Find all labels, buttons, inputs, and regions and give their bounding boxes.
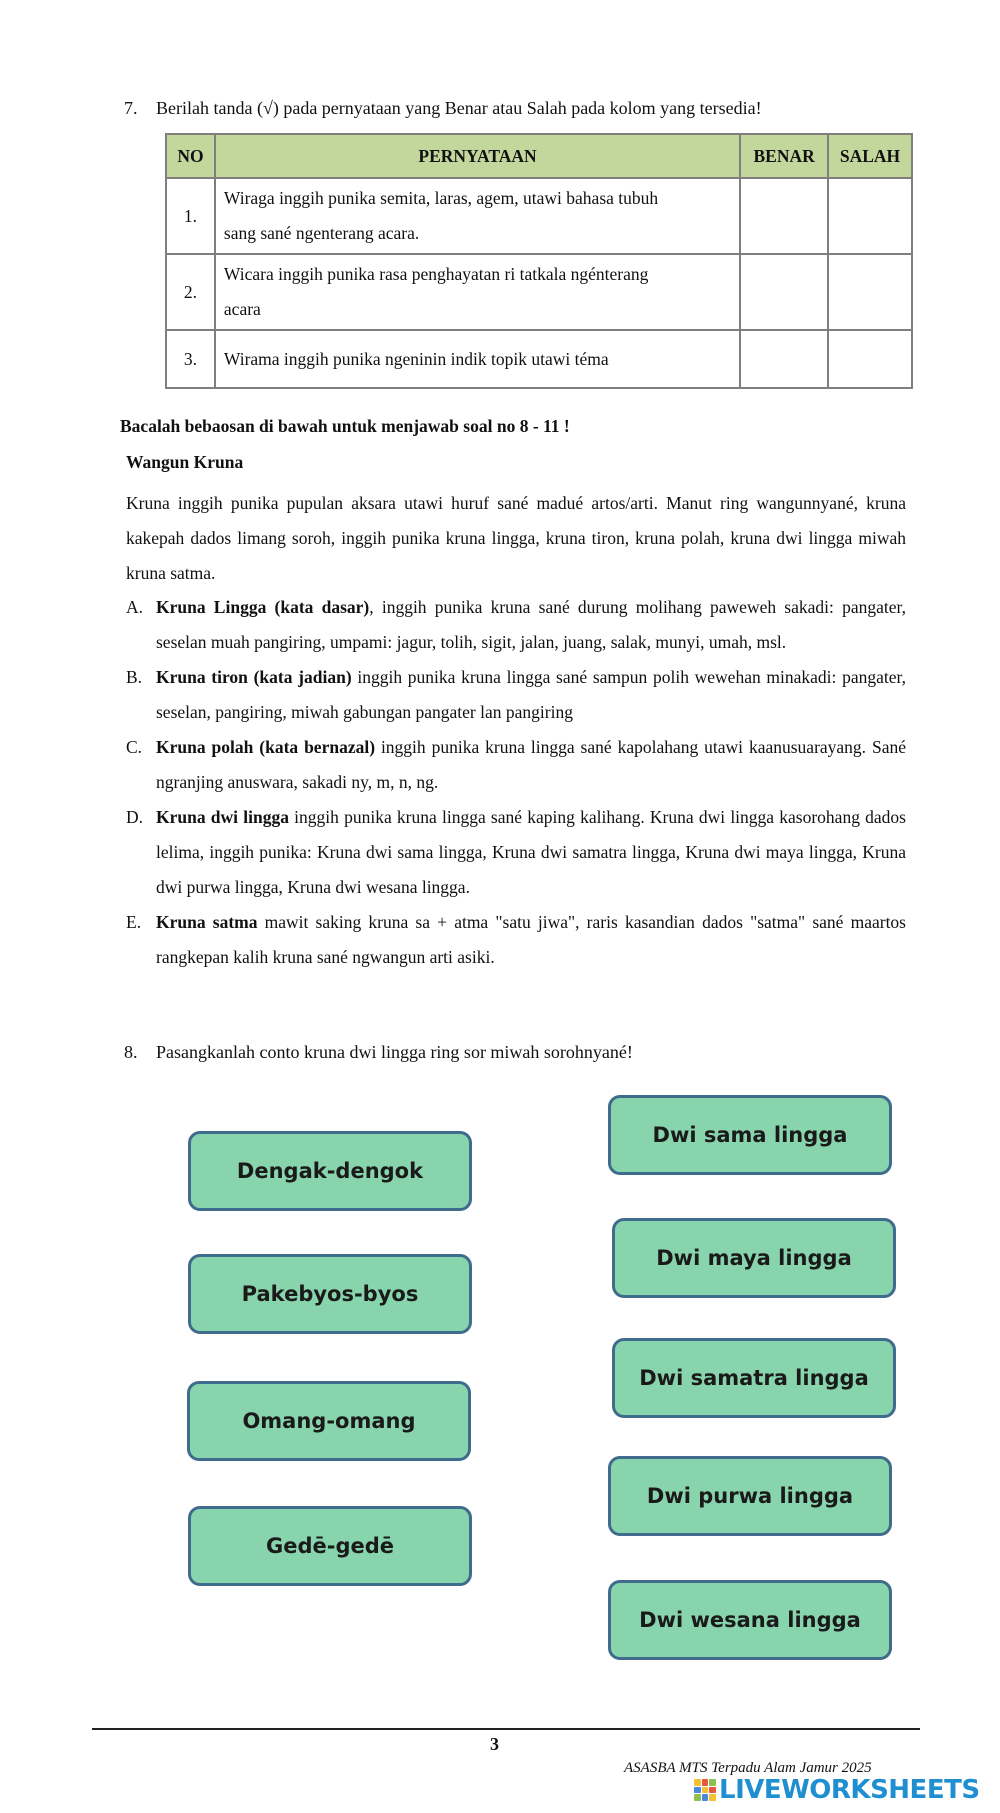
- true-answer-cell[interactable]: [740, 254, 828, 330]
- match-right-item[interactable]: Dwi wesana lingga: [608, 1580, 892, 1660]
- liveworksheets-brand: [694, 1775, 980, 1805]
- list-term: Kruna tiron (kata jadian): [156, 667, 352, 687]
- match-right-item[interactable]: Dwi purwa lingga: [608, 1456, 892, 1536]
- match-left-item[interactable]: Omang-omang: [187, 1381, 471, 1461]
- passage-intro: Kruna inggih punika pupulan aksara utawi huruf sané madué artos/arti. Manut ring wangunnyané, kruna kakepah dados limang soroh, inggih punika kruna lingga, kruna tiron, kruna polah, kruna dwi lingga miwah kruna satma.: [126, 493, 906, 583]
- question-8-instruction: [124, 1042, 633, 1063]
- table-header-row: [166, 134, 912, 178]
- list-letter: D.: [126, 807, 144, 827]
- list-item: [126, 590, 906, 660]
- list-letter: B.: [126, 667, 143, 687]
- list-item: [126, 905, 906, 975]
- list-text: inggih punika kruna lingga sané kaping kalihang. Kruna dwi lingga kasorohang dados lelima, inggih punika: Kruna dwi sama lingga, Kruna dwi samatra lingga, Kruna dwi maya lingga, Kruna dwi purwa lingga, Kruna dwi wesana lingga.: [156, 807, 906, 897]
- match-left-item[interactable]: Gedē-gedē: [188, 1506, 472, 1586]
- list-item: [126, 660, 906, 730]
- page-number: 3: [490, 1734, 499, 1754]
- list-letter: C.: [126, 737, 143, 757]
- true-answer-cell[interactable]: [740, 178, 828, 254]
- list-text: inggih punika kruna lingga sané kapolahang utawi kaanusuarayang. Sané ngranjing anuswara, sakadi ny, m, n, ng.: [156, 737, 906, 792]
- list-text: mawit saking kruna sa + atma "satu jiwa", raris kasandian dados "satma" sané maartos rangkepan kalih kruna sané ngwangun arti asiki.: [156, 912, 906, 967]
- header-no: NO: [166, 134, 215, 178]
- list-letter: A.: [126, 597, 144, 617]
- true-answer-cell[interactable]: [740, 330, 828, 388]
- statement-cell: [215, 254, 740, 330]
- statement-line: Wirama inggih punika ngeninin indik topik utawi téma: [223, 348, 609, 369]
- true-false-table: [165, 133, 913, 389]
- list-term: Kruna polah (kata bernazal): [156, 737, 376, 757]
- list-term: Kruna satma: [156, 912, 258, 932]
- statement-line: Wicara inggih punika rasa penghayatan ri tatkala ngénterang: [223, 264, 649, 284]
- table-row: [166, 254, 912, 330]
- list-text: , inggih punika kruna sané durung molihang paweweh sakadi: pangater, seselan muah pangiring, umpami: jagur, tolih, sigit, jalan, juang, salak, munyi, umah, msl.: [156, 597, 906, 652]
- statement-line: Wiraga inggih punika semita, laras, agem, utawi bahasa tubuh: [223, 188, 659, 208]
- statement-cell: [215, 178, 740, 254]
- liveworksheets-logo-icon: [694, 1779, 716, 1801]
- question-number: 7.: [124, 98, 138, 118]
- match-left-item[interactable]: Dengak-dengok: [188, 1131, 472, 1211]
- footer-divider: [92, 1728, 920, 1730]
- kruna-type-list: [126, 590, 906, 975]
- false-answer-cell[interactable]: [828, 254, 912, 330]
- statement-line: acara: [223, 299, 261, 319]
- list-text: inggih punika kruna lingga sané sampun polih wewehan minakadi: pangater, seselan, pangiring, miwah gabungan pangater lan pangiring: [156, 667, 906, 722]
- row-number: 3.: [166, 330, 215, 388]
- match-right-item[interactable]: Dwi maya lingga: [612, 1218, 896, 1298]
- statement-cell: [215, 330, 740, 388]
- match-right-item[interactable]: Dwi samatra lingga: [612, 1338, 896, 1418]
- false-answer-cell[interactable]: [828, 178, 912, 254]
- list-item: [126, 730, 906, 800]
- false-answer-cell[interactable]: [828, 330, 912, 388]
- statement-line: sang sané ngenterang acara.: [223, 223, 420, 243]
- list-term: Kruna dwi lingga: [156, 807, 289, 827]
- passage-title: Wangun Kruna: [126, 452, 244, 472]
- list-letter: E.: [126, 912, 142, 932]
- instruction-text: Pasangkanlah conto kruna dwi lingga ring sor miwah sorohnyané!: [156, 1042, 633, 1062]
- row-number: 1.: [166, 178, 215, 254]
- header-statement: PERNYATAAN: [215, 134, 740, 178]
- match-right-item[interactable]: Dwi sama lingga: [608, 1095, 892, 1175]
- question-number: 8.: [124, 1042, 138, 1062]
- reading-instruction: Bacalah bebaosan di bawah untuk menjawab soal no 8 - 11 !: [120, 416, 570, 436]
- row-number: 2.: [166, 254, 215, 330]
- brand-name: LIVEWORKSHEETS: [719, 1775, 980, 1805]
- footer-credit: ASASBA MTS Terpadu Alam Jamur 2025: [624, 1760, 872, 1776]
- list-item: [126, 800, 906, 905]
- instruction-text: Berilah tanda (√) pada pernyataan yang Benar atau Salah pada kolom yang tersedia!: [156, 98, 762, 118]
- list-term: Kruna Lingga (kata dasar): [156, 597, 370, 617]
- match-left-item[interactable]: Pakebyos-byos: [188, 1254, 472, 1334]
- table-row: [166, 330, 912, 388]
- header-true: BENAR: [740, 134, 828, 178]
- header-false: SALAH: [828, 134, 912, 178]
- question-7-instruction: [124, 98, 762, 119]
- table-row: [166, 178, 912, 254]
